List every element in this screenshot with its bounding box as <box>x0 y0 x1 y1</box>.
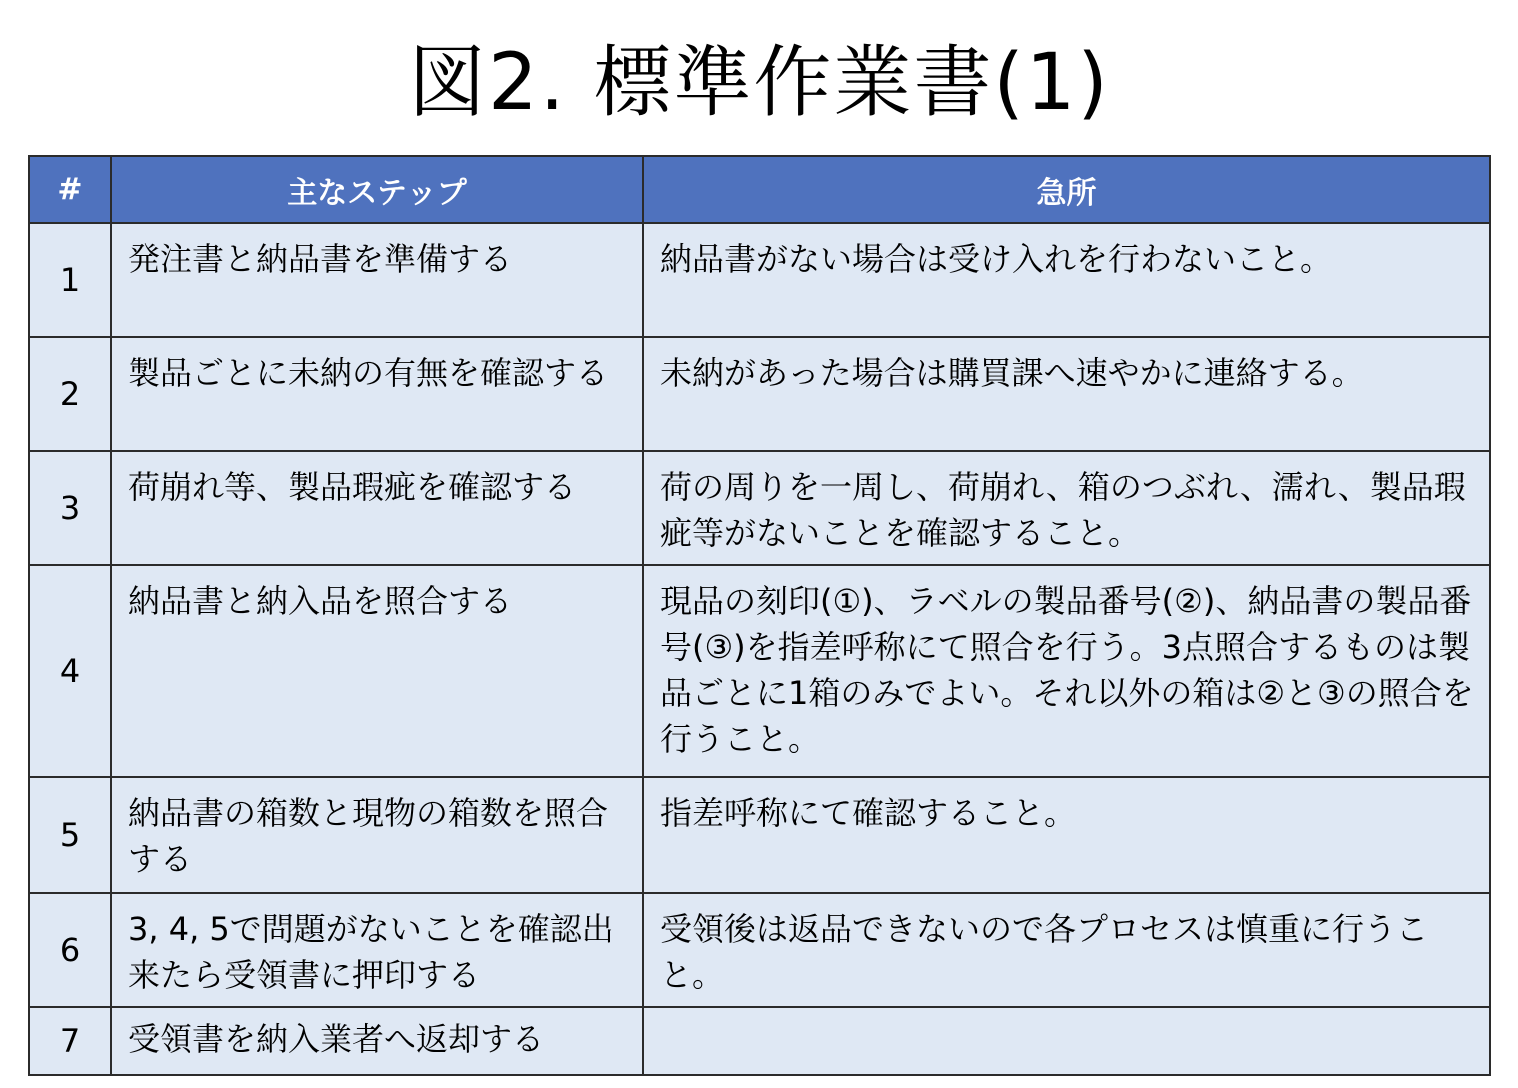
column-header-step: 主なステップ <box>111 156 643 223</box>
key-point-cell: 指差呼称にて確認すること。 <box>643 777 1490 893</box>
table-row <box>29 451 1490 565</box>
table-row <box>29 893 1490 1007</box>
table-row <box>29 565 1490 777</box>
row-number: 7 <box>29 1007 111 1075</box>
row-number: 4 <box>29 565 111 777</box>
row-number: 5 <box>29 777 111 893</box>
page-title: 図2. 標準作業書(1) <box>408 38 1110 128</box>
table-row <box>29 337 1490 451</box>
table-row <box>29 777 1490 893</box>
step-cell: 製品ごとに未納の有無を確認する <box>111 337 643 451</box>
row-number: 2 <box>29 337 111 451</box>
table-row <box>29 1007 1490 1075</box>
row-number: 1 <box>29 223 111 337</box>
step-cell: 発注書と納品書を準備する <box>111 223 643 337</box>
table-row <box>29 223 1490 337</box>
column-header-key-point: 急所 <box>643 156 1490 223</box>
standard-work-table <box>28 155 1491 1076</box>
key-point-cell <box>643 1007 1490 1075</box>
step-cell: 荷崩れ等、製品瑕疵を確認する <box>111 451 643 565</box>
column-header-num: # <box>29 156 111 223</box>
row-number: 3 <box>29 451 111 565</box>
step-cell: 受領書を納入業者へ返却する <box>111 1007 643 1075</box>
table-header-row <box>29 156 1490 223</box>
key-point-cell: 未納があった場合は購買課へ速やかに連絡する。 <box>643 337 1490 451</box>
key-point-cell: 現品の刻印(①)、ラベルの製品番号(②)、納品書の製品番号(③)を指差呼称にて照合を行う。3点照合するものは製品ごとに1箱のみでよい。それ以外の箱は②と③の照合を行うこと。 <box>643 565 1490 777</box>
key-point-cell: 納品書がない場合は受け入れを行わないこと。 <box>643 223 1490 337</box>
row-number: 6 <box>29 893 111 1007</box>
step-cell: 納品書の箱数と現物の箱数を照合する <box>111 777 643 893</box>
step-cell: 3, 4, 5で問題がないことを確認出来たら受領書に押印する <box>111 893 643 1007</box>
key-point-cell: 受領後は返品できないので各プロセスは慎重に行うこと。 <box>643 893 1490 1007</box>
step-cell: 納品書と納入品を照合する <box>111 565 643 777</box>
key-point-cell: 荷の周りを一周し、荷崩れ、箱のつぶれ、濡れ、製品瑕疵等がないことを確認すること。 <box>643 451 1490 565</box>
